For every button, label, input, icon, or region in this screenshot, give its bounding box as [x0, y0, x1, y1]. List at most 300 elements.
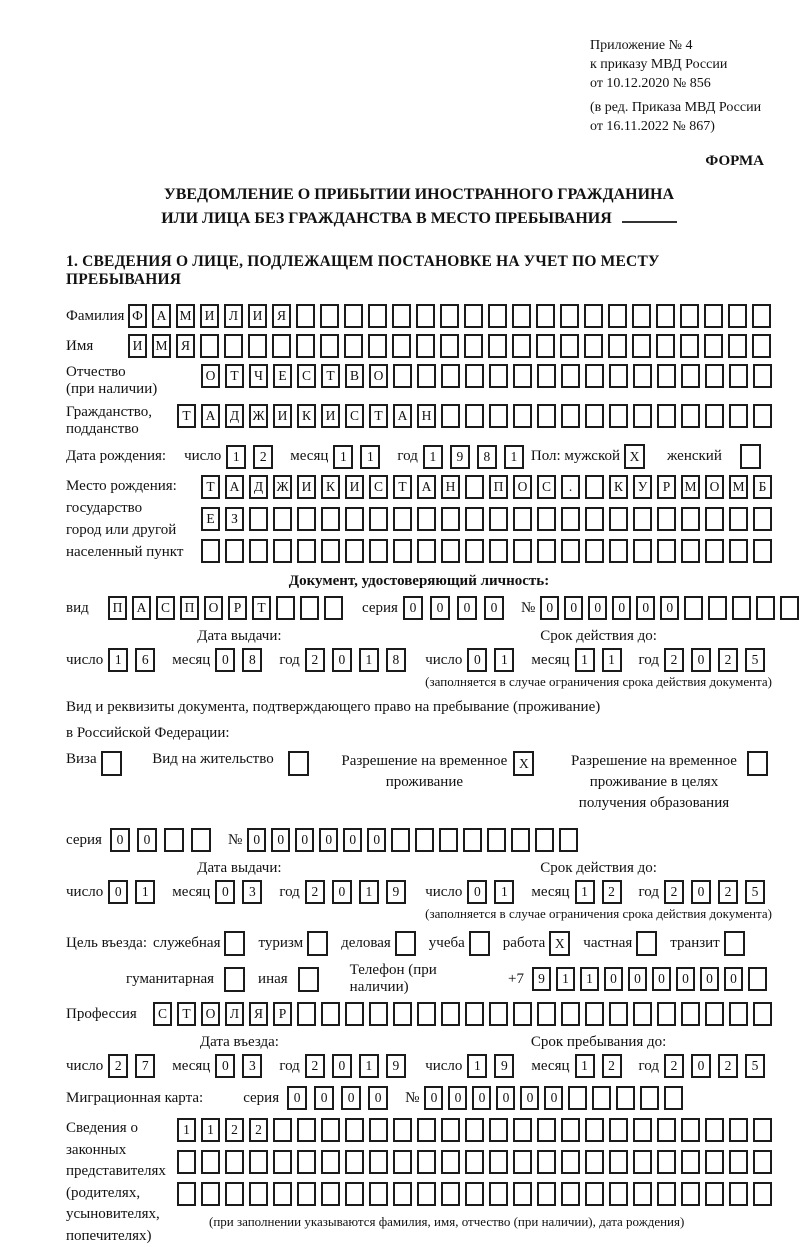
char-cell[interactable] — [300, 596, 319, 620]
purpose-delovaya-checkbox[interactable] — [395, 931, 416, 956]
char-cell[interactable]: И — [297, 475, 316, 499]
char-cell[interactable]: 0 — [724, 967, 743, 991]
char-cell[interactable]: В — [345, 364, 364, 388]
char-cell[interactable] — [489, 404, 508, 428]
char-cell[interactable] — [273, 1118, 292, 1142]
char-cell[interactable] — [324, 596, 343, 620]
char-cell[interactable] — [248, 334, 267, 358]
char-cell[interactable] — [561, 1002, 580, 1026]
char-cell[interactable] — [249, 539, 268, 563]
char-cell[interactable] — [393, 1002, 412, 1026]
char-cell[interactable]: 9 — [494, 1054, 514, 1078]
char-cell[interactable]: 1 — [226, 445, 246, 469]
char-cell[interactable] — [201, 539, 220, 563]
char-cell[interactable] — [465, 1150, 484, 1174]
char-cell[interactable] — [296, 304, 315, 328]
char-cell[interactable]: 1 — [360, 445, 380, 469]
char-cell[interactable]: Н — [417, 404, 436, 428]
char-cell[interactable]: 2 — [664, 1054, 684, 1078]
char-cell[interactable] — [609, 1150, 628, 1174]
char-cell[interactable]: С — [156, 596, 175, 620]
char-cell[interactable] — [664, 1086, 683, 1110]
char-cell[interactable] — [345, 1118, 364, 1142]
char-cell[interactable] — [489, 1002, 508, 1026]
char-cell[interactable] — [416, 304, 435, 328]
char-cell[interactable]: С — [345, 404, 364, 428]
char-cell[interactable] — [320, 304, 339, 328]
char-cell[interactable]: 0 — [588, 596, 607, 620]
char-cell[interactable] — [657, 1182, 676, 1206]
char-cell[interactable] — [489, 539, 508, 563]
char-cell[interactable]: 0 — [660, 596, 679, 620]
char-cell[interactable] — [273, 507, 292, 531]
char-cell[interactable] — [321, 1002, 340, 1026]
char-cell[interactable]: 2 — [225, 1118, 244, 1142]
char-cell[interactable]: 2 — [718, 648, 738, 672]
char-cell[interactable] — [489, 507, 508, 531]
char-cell[interactable] — [780, 596, 799, 620]
char-cell[interactable] — [177, 1182, 196, 1206]
char-cell[interactable]: Р — [273, 1002, 292, 1026]
char-cell[interactable]: 2 — [305, 648, 325, 672]
char-cell[interactable] — [753, 1002, 772, 1026]
char-cell[interactable] — [488, 304, 507, 328]
char-cell[interactable]: 0 — [430, 596, 450, 620]
char-cell[interactable]: Я — [249, 1002, 268, 1026]
char-cell[interactable] — [681, 1182, 700, 1206]
char-cell[interactable]: 0 — [472, 1086, 491, 1110]
char-cell[interactable]: 9 — [386, 880, 406, 904]
char-cell[interactable] — [753, 1150, 772, 1174]
char-cell[interactable] — [249, 1150, 268, 1174]
char-cell[interactable] — [416, 334, 435, 358]
char-cell[interactable]: 9 — [450, 445, 470, 469]
char-cell[interactable] — [728, 304, 747, 328]
char-cell[interactable]: 0 — [691, 648, 711, 672]
char-cell[interactable]: 6 — [135, 648, 155, 672]
char-cell[interactable] — [465, 539, 484, 563]
char-cell[interactable] — [585, 404, 604, 428]
char-cell[interactable] — [464, 304, 483, 328]
char-cell[interactable]: 1 — [575, 1054, 595, 1078]
char-cell[interactable] — [440, 334, 459, 358]
char-cell[interactable] — [705, 1002, 724, 1026]
char-cell[interactable] — [729, 507, 748, 531]
char-cell[interactable] — [633, 1118, 652, 1142]
char-cell[interactable] — [417, 1150, 436, 1174]
char-cell[interactable] — [441, 404, 460, 428]
char-cell[interactable]: 0 — [496, 1086, 515, 1110]
char-cell[interactable] — [705, 539, 724, 563]
char-cell[interactable] — [463, 828, 482, 852]
char-cell[interactable]: 0 — [215, 648, 235, 672]
char-cell[interactable] — [561, 1118, 580, 1142]
char-cell[interactable]: Я — [272, 304, 291, 328]
char-cell[interactable] — [201, 1182, 220, 1206]
char-cell[interactable]: 0 — [484, 596, 504, 620]
char-cell[interactable] — [608, 304, 627, 328]
char-cell[interactable] — [417, 364, 436, 388]
char-cell[interactable] — [164, 828, 184, 852]
char-cell[interactable]: 0 — [295, 828, 314, 852]
char-cell[interactable]: Р — [228, 596, 247, 620]
char-cell[interactable] — [391, 828, 410, 852]
char-cell[interactable] — [441, 1182, 460, 1206]
char-cell[interactable] — [321, 539, 340, 563]
char-cell[interactable] — [344, 334, 363, 358]
char-cell[interactable]: Т — [177, 404, 196, 428]
char-cell[interactable]: 0 — [137, 828, 157, 852]
char-cell[interactable] — [705, 404, 724, 428]
char-cell[interactable]: М — [176, 304, 195, 328]
char-cell[interactable]: Ж — [249, 404, 268, 428]
char-cell[interactable] — [249, 1182, 268, 1206]
char-cell[interactable]: Ч — [249, 364, 268, 388]
char-cell[interactable]: Ф — [128, 304, 147, 328]
char-cell[interactable]: П — [180, 596, 199, 620]
char-cell[interactable] — [681, 404, 700, 428]
char-cell[interactable] — [732, 596, 751, 620]
char-cell[interactable] — [191, 828, 211, 852]
char-cell[interactable]: 1 — [494, 880, 514, 904]
purpose-chastnaya-checkbox[interactable] — [636, 931, 657, 956]
char-cell[interactable] — [321, 507, 340, 531]
char-cell[interactable] — [368, 304, 387, 328]
char-cell[interactable] — [201, 1150, 220, 1174]
char-cell[interactable] — [609, 1182, 628, 1206]
char-cell[interactable] — [276, 596, 295, 620]
char-cell[interactable]: 0 — [676, 967, 695, 991]
char-cell[interactable]: 2 — [602, 1054, 622, 1078]
char-cell[interactable] — [704, 334, 723, 358]
char-cell[interactable]: 0 — [341, 1086, 361, 1110]
char-cell[interactable] — [705, 507, 724, 531]
char-cell[interactable]: М — [152, 334, 171, 358]
char-cell[interactable] — [537, 1002, 556, 1026]
char-cell[interactable] — [465, 1002, 484, 1026]
char-cell[interactable] — [392, 334, 411, 358]
char-cell[interactable] — [681, 507, 700, 531]
char-cell[interactable] — [633, 1150, 652, 1174]
char-cell[interactable] — [609, 1118, 628, 1142]
char-cell[interactable]: С — [537, 475, 556, 499]
char-cell[interactable]: 1 — [467, 1054, 487, 1078]
purpose-rabota-checkbox[interactable]: X — [549, 931, 570, 956]
char-cell[interactable] — [439, 828, 458, 852]
char-cell[interactable] — [297, 539, 316, 563]
char-cell[interactable] — [681, 1002, 700, 1026]
char-cell[interactable] — [753, 1118, 772, 1142]
option-temp-residence-education-checkbox[interactable] — [747, 751, 768, 776]
char-cell[interactable]: Р — [657, 475, 676, 499]
char-cell[interactable] — [177, 1150, 196, 1174]
char-cell[interactable] — [537, 507, 556, 531]
char-cell[interactable] — [560, 304, 579, 328]
char-cell[interactable] — [753, 539, 772, 563]
char-cell[interactable]: 3 — [242, 1054, 262, 1078]
char-cell[interactable] — [708, 596, 727, 620]
char-cell[interactable]: 0 — [108, 880, 128, 904]
char-cell[interactable] — [489, 1118, 508, 1142]
char-cell[interactable] — [608, 334, 627, 358]
char-cell[interactable] — [393, 1150, 412, 1174]
char-cell[interactable] — [417, 1118, 436, 1142]
char-cell[interactable]: 0 — [319, 828, 338, 852]
char-cell[interactable]: П — [108, 596, 127, 620]
char-cell[interactable]: 0 — [424, 1086, 443, 1110]
char-cell[interactable] — [441, 1002, 460, 1026]
char-cell[interactable] — [369, 1150, 388, 1174]
char-cell[interactable]: Т — [225, 364, 244, 388]
char-cell[interactable] — [393, 364, 412, 388]
char-cell[interactable]: 0 — [215, 880, 235, 904]
char-cell[interactable] — [441, 1118, 460, 1142]
char-cell[interactable] — [536, 334, 555, 358]
char-cell[interactable]: 8 — [477, 445, 497, 469]
char-cell[interactable]: Т — [321, 364, 340, 388]
char-cell[interactable] — [321, 1150, 340, 1174]
char-cell[interactable] — [657, 1002, 676, 1026]
char-cell[interactable] — [705, 1118, 724, 1142]
char-cell[interactable] — [729, 364, 748, 388]
char-cell[interactable] — [225, 1182, 244, 1206]
char-cell[interactable] — [568, 1086, 587, 1110]
char-cell[interactable]: 1 — [423, 445, 443, 469]
char-cell[interactable]: 2 — [602, 880, 622, 904]
char-cell[interactable] — [513, 364, 532, 388]
char-cell[interactable]: 0 — [215, 1054, 235, 1078]
char-cell[interactable] — [561, 1182, 580, 1206]
char-cell[interactable]: 0 — [604, 967, 623, 991]
char-cell[interactable]: 8 — [386, 648, 406, 672]
char-cell[interactable] — [489, 1182, 508, 1206]
char-cell[interactable] — [393, 1182, 412, 1206]
char-cell[interactable] — [487, 828, 506, 852]
char-cell[interactable] — [464, 334, 483, 358]
char-cell[interactable]: 0 — [332, 880, 352, 904]
char-cell[interactable]: 0 — [612, 596, 631, 620]
char-cell[interactable] — [320, 334, 339, 358]
option-temp-residence-checkbox[interactable]: X — [513, 751, 534, 776]
char-cell[interactable]: О — [513, 475, 532, 499]
char-cell[interactable]: 0 — [110, 828, 130, 852]
gender-female-checkbox[interactable] — [740, 444, 761, 469]
char-cell[interactable] — [417, 507, 436, 531]
char-cell[interactable]: Т — [393, 475, 412, 499]
char-cell[interactable] — [704, 304, 723, 328]
char-cell[interactable] — [344, 304, 363, 328]
char-cell[interactable]: 1 — [575, 880, 595, 904]
char-cell[interactable]: 1 — [359, 648, 379, 672]
char-cell[interactable] — [415, 828, 434, 852]
char-cell[interactable] — [657, 404, 676, 428]
char-cell[interactable] — [537, 404, 556, 428]
char-cell[interactable]: 1 — [333, 445, 353, 469]
char-cell[interactable] — [752, 334, 771, 358]
char-cell[interactable]: Я — [176, 334, 195, 358]
char-cell[interactable]: 0 — [628, 967, 647, 991]
char-cell[interactable] — [297, 507, 316, 531]
char-cell[interactable]: У — [633, 475, 652, 499]
char-cell[interactable] — [273, 539, 292, 563]
char-cell[interactable]: 1 — [359, 1054, 379, 1078]
char-cell[interactable]: С — [297, 364, 316, 388]
char-cell[interactable] — [417, 1182, 436, 1206]
char-cell[interactable] — [681, 364, 700, 388]
char-cell[interactable]: 5 — [745, 648, 765, 672]
char-cell[interactable] — [345, 1182, 364, 1206]
char-cell[interactable]: 2 — [718, 1054, 738, 1078]
char-cell[interactable] — [729, 539, 748, 563]
char-cell[interactable]: И — [345, 475, 364, 499]
char-cell[interactable] — [559, 828, 578, 852]
char-cell[interactable] — [537, 1150, 556, 1174]
char-cell[interactable] — [656, 304, 675, 328]
char-cell[interactable] — [657, 1118, 676, 1142]
char-cell[interactable]: И — [321, 404, 340, 428]
char-cell[interactable] — [633, 539, 652, 563]
char-cell[interactable]: 2 — [253, 445, 273, 469]
char-cell[interactable]: И — [200, 304, 219, 328]
char-cell[interactable] — [561, 364, 580, 388]
char-cell[interactable] — [616, 1086, 635, 1110]
char-cell[interactable]: Е — [201, 507, 220, 531]
char-cell[interactable]: 0 — [564, 596, 583, 620]
char-cell[interactable] — [225, 1150, 244, 1174]
char-cell[interactable] — [633, 1182, 652, 1206]
char-cell[interactable] — [705, 364, 724, 388]
char-cell[interactable] — [465, 1118, 484, 1142]
char-cell[interactable] — [513, 1182, 532, 1206]
option-visa-checkbox[interactable] — [101, 751, 122, 776]
char-cell[interactable]: 1 — [494, 648, 514, 672]
char-cell[interactable]: 0 — [448, 1086, 467, 1110]
char-cell[interactable] — [440, 304, 459, 328]
char-cell[interactable]: 0 — [691, 1054, 711, 1078]
char-cell[interactable] — [753, 404, 772, 428]
char-cell[interactable]: А — [152, 304, 171, 328]
char-cell[interactable] — [609, 364, 628, 388]
char-cell[interactable] — [393, 507, 412, 531]
char-cell[interactable]: 0 — [403, 596, 423, 620]
char-cell[interactable] — [729, 1150, 748, 1174]
char-cell[interactable] — [753, 364, 772, 388]
char-cell[interactable] — [728, 334, 747, 358]
char-cell[interactable] — [489, 364, 508, 388]
char-cell[interactable]: О — [369, 364, 388, 388]
char-cell[interactable] — [393, 539, 412, 563]
char-cell[interactable] — [345, 507, 364, 531]
char-cell[interactable]: 1 — [504, 445, 524, 469]
char-cell[interactable] — [273, 1182, 292, 1206]
char-cell[interactable] — [633, 364, 652, 388]
char-cell[interactable] — [632, 304, 651, 328]
char-cell[interactable]: 5 — [745, 1054, 765, 1078]
char-cell[interactable]: С — [153, 1002, 172, 1026]
char-cell[interactable]: 2 — [305, 880, 325, 904]
char-cell[interactable] — [513, 1002, 532, 1026]
char-cell[interactable]: М — [681, 475, 700, 499]
char-cell[interactable] — [609, 507, 628, 531]
char-cell[interactable] — [657, 539, 676, 563]
char-cell[interactable]: 0 — [520, 1086, 539, 1110]
char-cell[interactable] — [680, 334, 699, 358]
char-cell[interactable]: 0 — [368, 1086, 388, 1110]
char-cell[interactable] — [296, 334, 315, 358]
char-cell[interactable] — [225, 539, 244, 563]
char-cell[interactable] — [633, 507, 652, 531]
purpose-inaya-checkbox[interactable] — [298, 967, 319, 992]
char-cell[interactable] — [224, 334, 243, 358]
char-cell[interactable]: . — [561, 475, 580, 499]
char-cell[interactable] — [393, 1118, 412, 1142]
char-cell[interactable]: 8 — [242, 648, 262, 672]
char-cell[interactable] — [369, 507, 388, 531]
char-cell[interactable]: А — [393, 404, 412, 428]
purpose-ucheba-checkbox[interactable] — [469, 931, 490, 956]
char-cell[interactable] — [537, 539, 556, 563]
char-cell[interactable] — [273, 1150, 292, 1174]
char-cell[interactable] — [684, 596, 703, 620]
char-cell[interactable]: 1 — [580, 967, 599, 991]
char-cell[interactable] — [592, 1086, 611, 1110]
purpose-turizm-checkbox[interactable] — [307, 931, 328, 956]
char-cell[interactable] — [441, 364, 460, 388]
char-cell[interactable] — [511, 828, 530, 852]
char-cell[interactable] — [561, 1150, 580, 1174]
char-cell[interactable] — [633, 404, 652, 428]
char-cell[interactable]: 0 — [247, 828, 266, 852]
char-cell[interactable] — [465, 507, 484, 531]
char-cell[interactable]: А — [417, 475, 436, 499]
gender-male-checkbox[interactable]: X — [624, 444, 645, 469]
char-cell[interactable]: К — [321, 475, 340, 499]
char-cell[interactable]: 0 — [287, 1086, 307, 1110]
char-cell[interactable] — [561, 507, 580, 531]
char-cell[interactable] — [249, 507, 268, 531]
char-cell[interactable]: К — [297, 404, 316, 428]
char-cell[interactable] — [297, 1150, 316, 1174]
char-cell[interactable]: 1 — [108, 648, 128, 672]
char-cell[interactable]: О — [201, 1002, 220, 1026]
char-cell[interactable]: 2 — [305, 1054, 325, 1078]
char-cell[interactable]: А — [225, 475, 244, 499]
char-cell[interactable]: А — [132, 596, 151, 620]
char-cell[interactable]: О — [705, 475, 724, 499]
char-cell[interactable]: 0 — [343, 828, 362, 852]
char-cell[interactable]: Ж — [273, 475, 292, 499]
char-cell[interactable]: И — [248, 304, 267, 328]
char-cell[interactable]: М — [729, 475, 748, 499]
char-cell[interactable] — [609, 404, 628, 428]
char-cell[interactable] — [321, 1182, 340, 1206]
char-cell[interactable] — [585, 1118, 604, 1142]
char-cell[interactable]: 2 — [718, 880, 738, 904]
char-cell[interactable]: 0 — [314, 1086, 334, 1110]
char-cell[interactable] — [584, 304, 603, 328]
char-cell[interactable] — [512, 304, 531, 328]
char-cell[interactable]: 2 — [664, 648, 684, 672]
char-cell[interactable] — [200, 334, 219, 358]
purpose-gumanitarnaya-checkbox[interactable] — [224, 967, 245, 992]
purpose-sluzhebnaya-checkbox[interactable] — [224, 931, 245, 956]
char-cell[interactable] — [729, 1182, 748, 1206]
char-cell[interactable] — [756, 596, 775, 620]
char-cell[interactable]: А — [201, 404, 220, 428]
char-cell[interactable]: К — [609, 475, 628, 499]
char-cell[interactable] — [272, 334, 291, 358]
char-cell[interactable] — [752, 304, 771, 328]
